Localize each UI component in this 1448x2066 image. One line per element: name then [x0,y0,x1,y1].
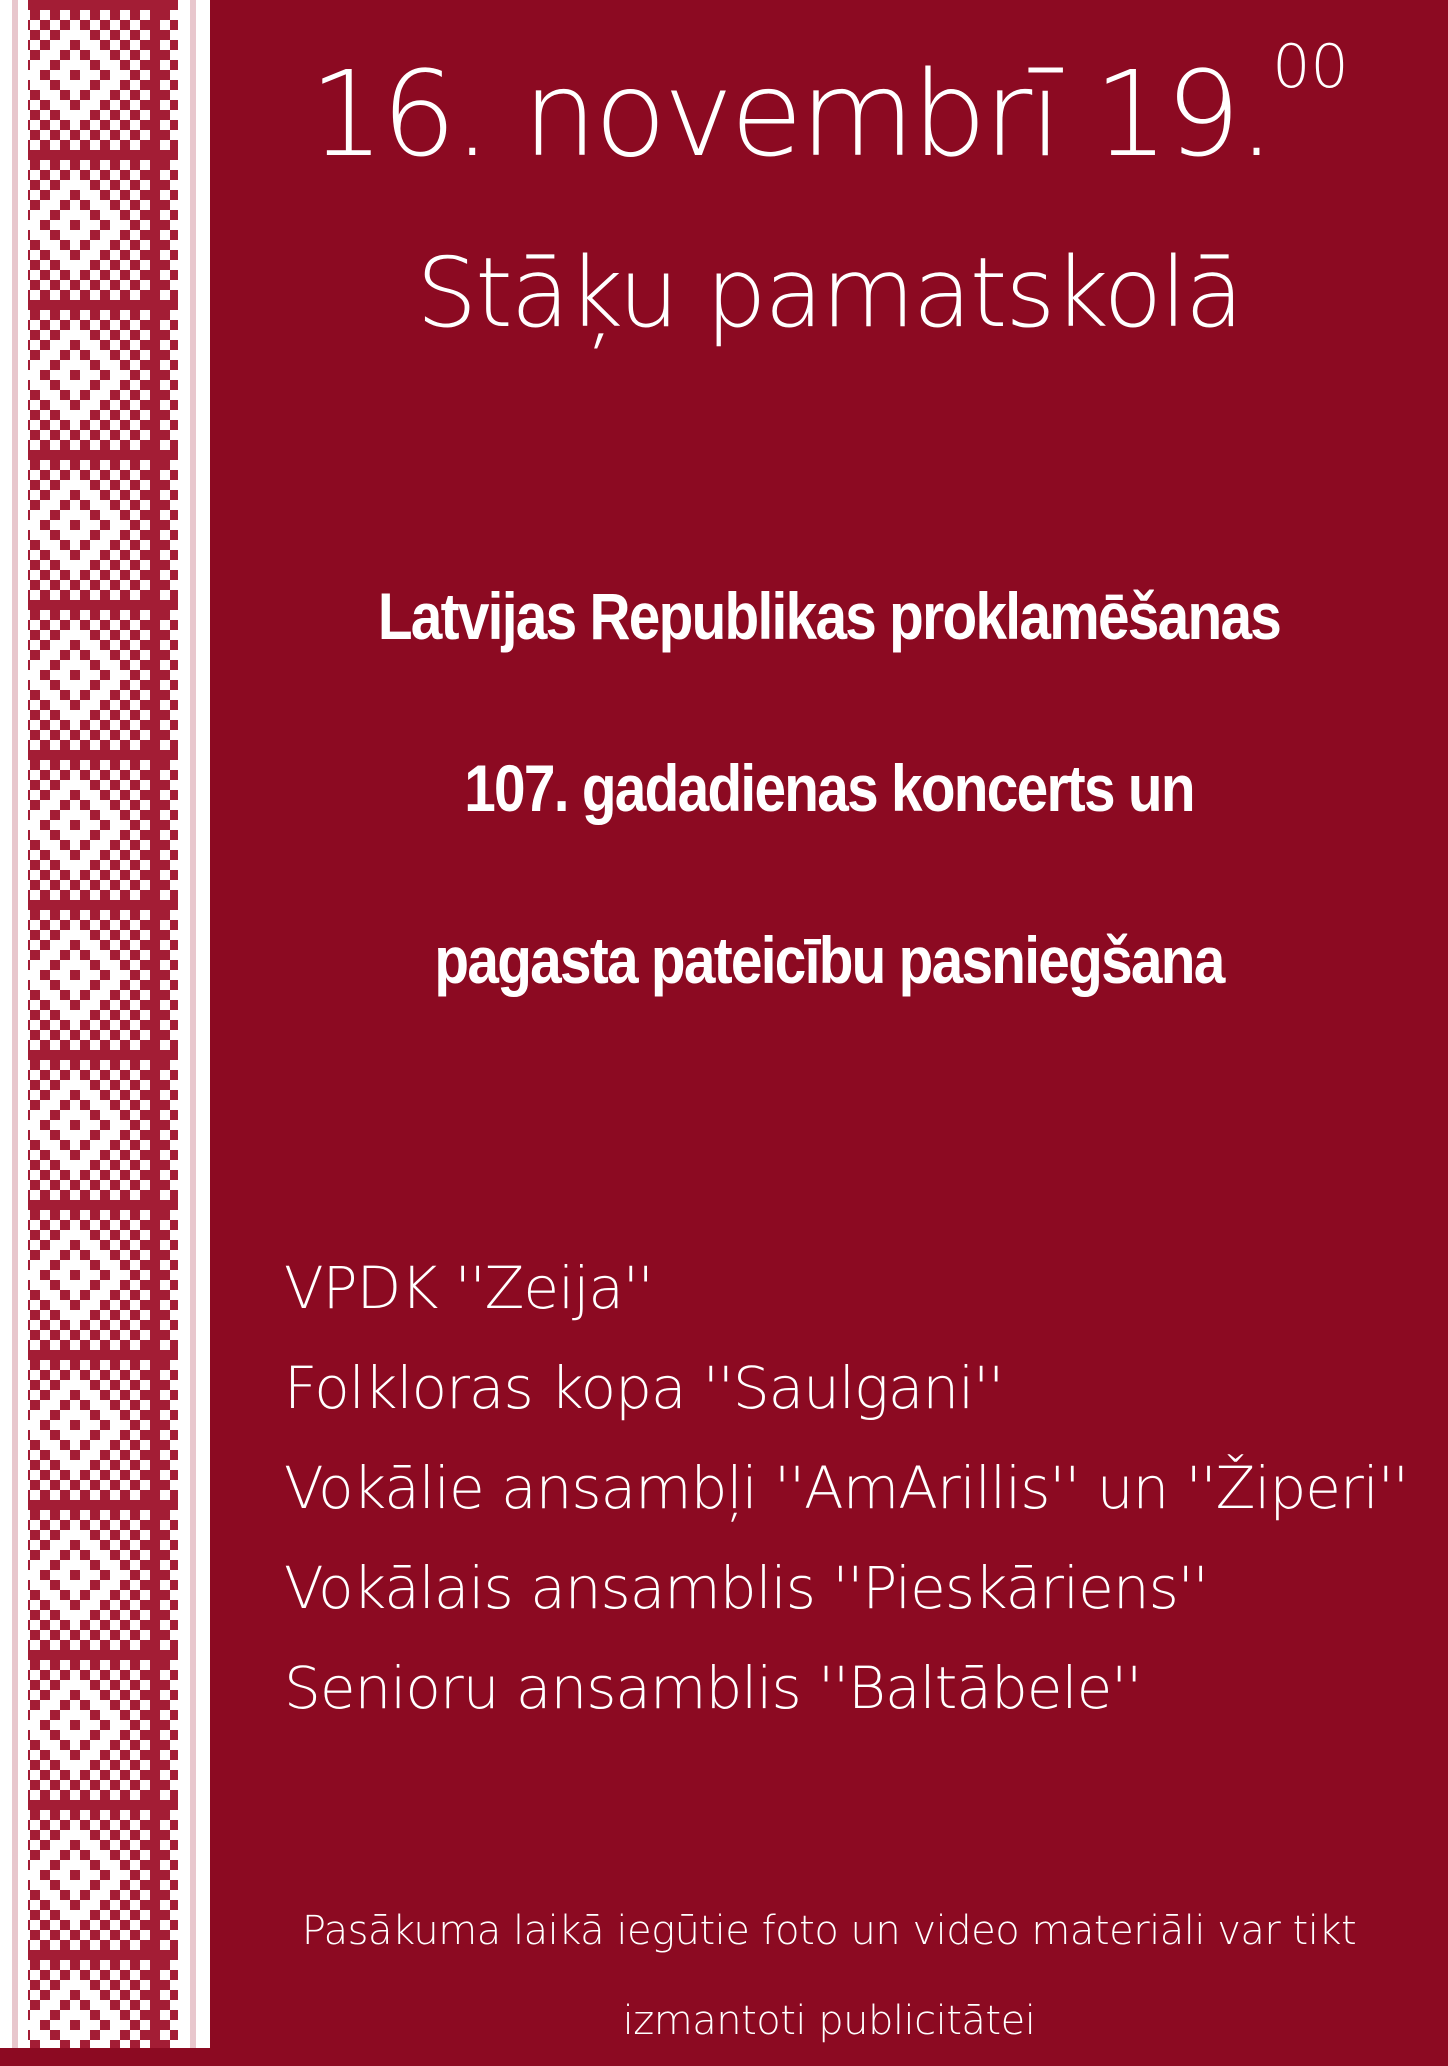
performer-item: Vokālais ansamblis ''Pieskāriens'' [284,1554,1208,1622]
event-venue: Stāķu pamatskolā [416,237,1242,349]
poster-main-panel [210,0,1448,2048]
headline-line: pagasta pateicību pasniegšana [434,923,1224,997]
latvian-ornament-border [0,0,210,2048]
performer-item: Vokālie ansambļi ''AmArillis'' un ''Žiperi'' [284,1454,1408,1522]
headline-line: Latvijas Republikas proklamēšanas [377,579,1281,653]
performer-item: Folkloras kopa ''Saulgani'' [284,1354,1004,1422]
footer-line: izmantoti publicitātei [622,1998,1036,2044]
event-date: 16. novembrī 19. [309,45,1273,183]
headline-line: 107. gadadienas koncerts un [464,751,1194,825]
performers-list [284,1238,1408,1738]
event-date-time [210,32,1448,183]
performer-item: VPDK ''Zeija'' [284,1254,653,1322]
performer-item: Senioru ansamblis ''Baltābele'' [284,1654,1142,1722]
footer-notice [210,1886,1448,2066]
ornament-pattern-icon [0,0,210,2048]
footer-line: Pasākuma laikā iegūtie foto un video materiāli var tikt [301,1908,1357,1954]
event-headline [297,530,1362,1046]
event-time-minutes: 00 [1272,32,1349,102]
